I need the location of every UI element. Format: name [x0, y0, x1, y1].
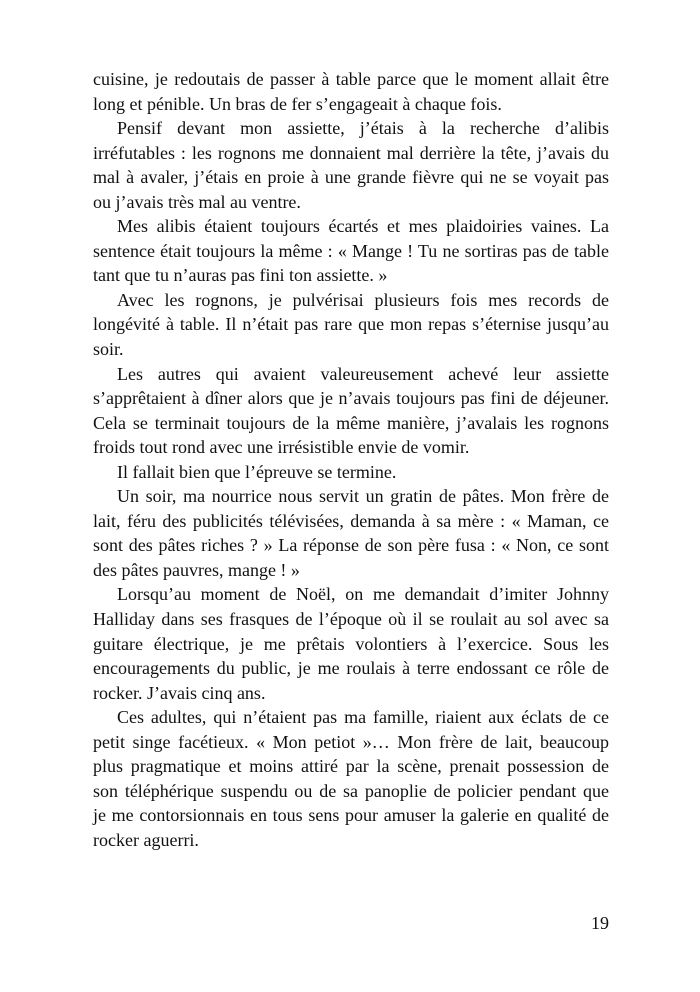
text-line: Ces adultes, qui n’étaient pas ma famille, riaient aux éclats de ce [117, 707, 609, 728]
paragraph [93, 582, 609, 705]
paragraph [93, 116, 609, 214]
text-line: Lorsqu’au moment de Noël, on me demandait d’imiter Johnny [117, 584, 609, 605]
paragraph [93, 362, 609, 460]
paragraph [93, 214, 609, 288]
paragraph [93, 288, 609, 362]
text-line: rocker. J’avais cinq ans. [93, 682, 266, 703]
text-line: guitare électrique, je me prêtais volontiers à l’exercice. Sous les [93, 633, 609, 654]
text-line: soir. [93, 339, 124, 360]
text-line: son téléphérique suspendu ou de sa panoplie de policier pendant que [93, 780, 609, 801]
text-line: cuisine, je redoutais de passer à table parce que le moment allait être [93, 69, 609, 89]
text-line: tant que tu n’auras pas fini ton assiette. » [93, 265, 388, 286]
text-line: long et pénible. Un bras de fer s’engageait à chaque fois. [93, 93, 502, 114]
text-line: petit singe facétieux. « Mon petiot »… Mon frère de lait, beaucoup [93, 731, 609, 752]
text-line: Il fallait bien que l’épreuve se termine. [117, 461, 397, 482]
text-line: mal à avaler, j’étais en proie à une grande fièvre qui ne se voyait pas [93, 167, 609, 188]
page-body-text [93, 67, 609, 853]
text-line: plus pragmatique et moins attiré par la scène, prenait possession de [93, 756, 609, 777]
page-number: 19 [591, 913, 609, 933]
text-line: Mes alibis étaient toujours écartés et mes plaidoiries vaines. La [117, 216, 609, 237]
text-line: Les autres qui avaient valeureusement achevé leur assiette [117, 363, 609, 384]
paragraph [93, 705, 609, 852]
text-line: Un soir, ma nourrice nous servit un gratin de pâtes. Mon frère de [117, 486, 609, 507]
text-line: s’apprêtaient à dîner alors que je n’avais toujours pas fini de déjeuner. [93, 388, 609, 409]
text-line: lait, féru des publicités télévisées, demanda à sa mère : « Maman, ce [93, 510, 609, 531]
paragraph [93, 460, 609, 485]
text-line: encouragements du public, je me roulais à terre endossant ce rôle de [93, 658, 609, 679]
text-line: sont des pâtes riches ? » La réponse de son père fusa : « Non, ce sont [93, 535, 609, 556]
paragraph [93, 67, 609, 116]
text-line: Halliday dans ses frasques de l’époque où il se roulait au sol avec sa [93, 609, 609, 630]
text-line: sentence était toujours la même : « Mange ! Tu ne sortiras pas de table [93, 240, 609, 261]
text-line: des pâtes pauvres, mange ! » [93, 559, 300, 580]
text-line: rocker aguerri. [93, 829, 199, 850]
text-line: Pensif devant mon assiette, j’étais à la recherche d’alibis [117, 118, 609, 139]
text-line: Cela se terminait toujours de la même manière, j’avalais les rognons [93, 412, 609, 433]
text-line: froids tout rond avec une irrésistible envie de vomir. [93, 437, 470, 458]
text-line: longévité à table. Il n’était pas rare que mon repas s’éternise jusqu’au [93, 314, 609, 335]
text-line: irréfutables : les rognons me donnaient mal derrière la tête, j’avais du [93, 142, 609, 163]
text-line: ou j’avais très mal au ventre. [93, 191, 301, 212]
paragraph [93, 484, 609, 582]
text-line: Avec les rognons, je pulvérisai plusieurs fois mes records de [117, 289, 609, 310]
text-line: je me contorsionnais en tous sens pour amuser la galerie en qualité de [93, 805, 609, 826]
